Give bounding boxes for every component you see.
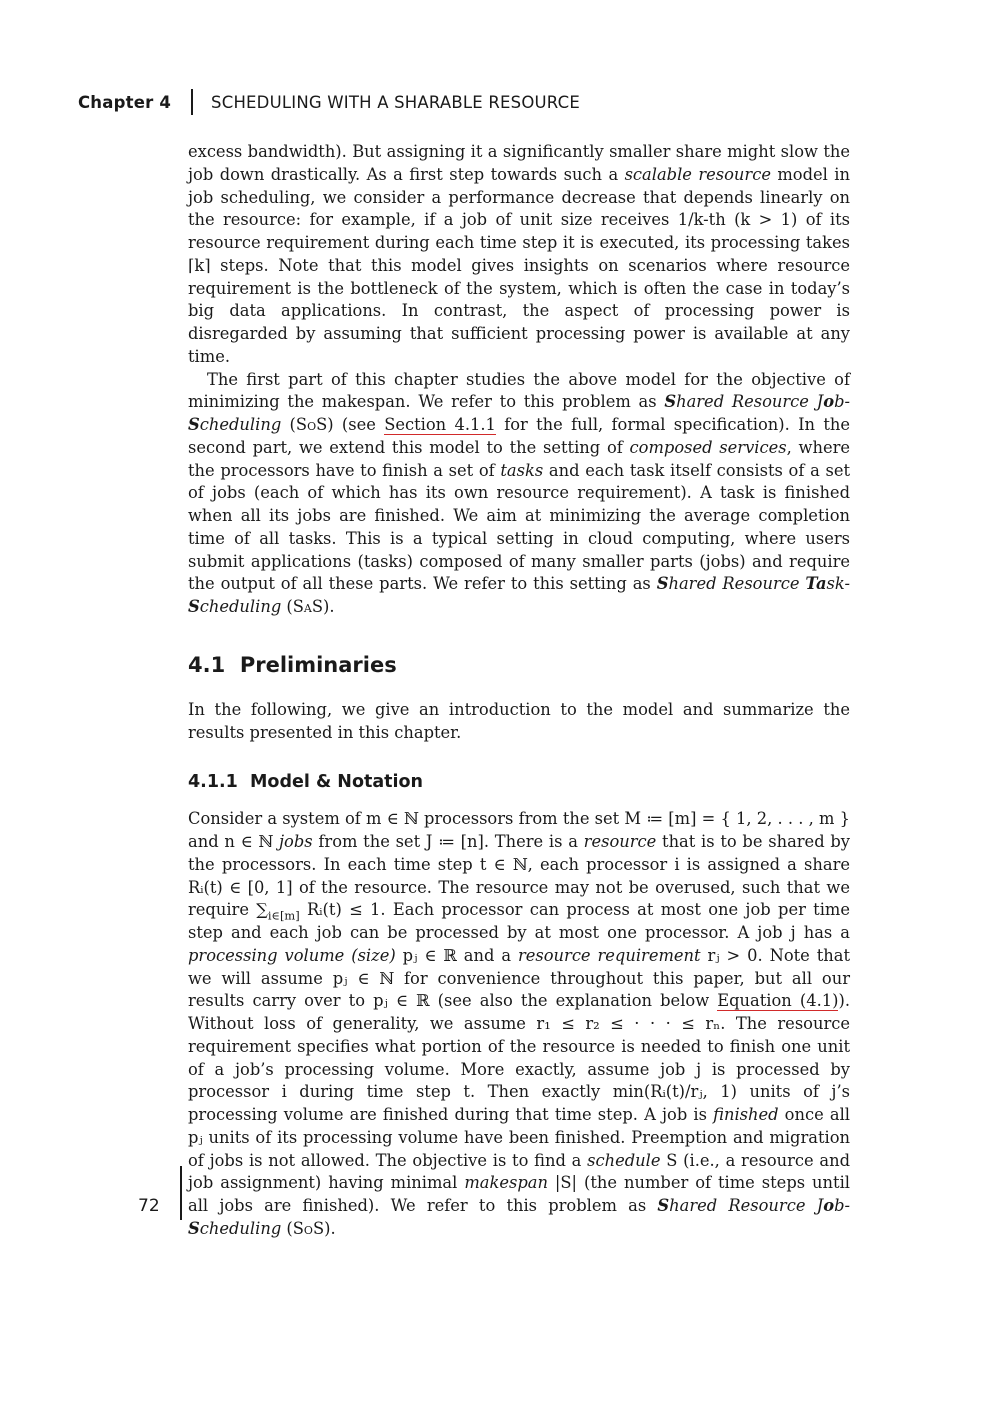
abbr-sos: SoS xyxy=(295,415,328,434)
subsection-heading: 4.1.1 Model & Notation xyxy=(188,772,423,793)
page-number: 72 xyxy=(138,1196,160,1216)
header-divider xyxy=(191,89,193,115)
section-heading: 4.1 Preliminaries xyxy=(188,652,397,677)
abbr-sas: SaS xyxy=(292,597,324,616)
page-body xyxy=(188,141,850,1241)
term-sos: Shared Resource Job-Scheduling xyxy=(188,392,850,434)
footer-divider xyxy=(180,1166,182,1220)
chapter-title: SCHEDULING WITH A SHARABLE RESOURCE xyxy=(211,92,580,112)
paragraph-3: In the following, we give an introduction to the model and summarize the results presented in this chapter. xyxy=(188,699,850,742)
section-4-1-1-link[interactable]: Section 4.1.1 xyxy=(384,415,496,434)
running-head xyxy=(78,88,580,116)
paragraph-2: The first part of this chapter studies the above model for the objective of minimizing the makespan. We refer to this problem as Shared Resource Job-Scheduling (SoS) (see Section 4.1.1 for the full, formal specification). In the second part, we extend this model to the setting of composed services, where the processors have to finish a set of tasks and each task itself consists of a set of jobs (each of which has its own resource requirement). A task is finished when all its jobs are finished. We aim at minimizing the average completion time of all tasks. This is a typical setting in cloud computing, where users submit applications (tasks) composed of many smaller parts (jobs) and require the output of all these parts. We refer to this setting as Shared Resource Task-Scheduling (SaS). xyxy=(188,369,850,616)
chapter-label: Chapter 4 xyxy=(78,92,172,112)
equation-4-1-link[interactable]: Equation (4.1) xyxy=(717,991,839,1011)
paragraph-4: Consider a system of m ∈ ℕ processors from the set M ≔ [m] = { 1, 2, . . . , m } and n ∈ ℕ jobs from the set J ≔ [n]. There is a resource that is to be shared by the processors. In each time step t ∈ ℕ, each processor i is assigned a share Rᵢ(t) ∈ [0, 1] of the resource. The resource may not be overused, such that we require $\sum_{i\in[m]}$ Rᵢ(t) ≤ 1. Each processor can process at most one job per time step and each job can be processed by at most one processor. A job j has a processing volume (size) pⱼ ∈ ℝ and a resource requirement rⱼ > 0. Note that we will assume pⱼ ∈ ℕ for convenience throughout this paper, but all our results carry over to pⱼ ∈ ℝ (see also the explanation below Equation (4.1)). Without loss of generality, we assume r₁ ≤ r₂ ≤ · · · ≤ rₙ. The resource requirement specifies what portion of the resource is needed to finish one unit of a job’s processing volume. More exactly, assume job j is processed by processor i during time step t. Then exactly min(Rᵢ(t)/rⱼ, 1) units of j’s processing volume are finished during that time step. A job is finished once all pⱼ units of its processing volume have been finished. Preemption and migration of jobs is not allowed. The objective is to find a schedule S (i.e., a resource and job assignment) having minimal makespan |S| (the number of time steps until all jobs are finished). We refer to this problem as Shared Resource Job-Scheduling (SoS). xyxy=(188,809,851,1238)
abbr-sos-2: SoS xyxy=(292,1218,325,1238)
term-sas: Shared Resource Task-Scheduling xyxy=(188,574,850,616)
paragraph-1: excess bandwidth). But assigning it a significantly smaller share might slow the job down drastically. As a first step towards such a scalable resource model in job scheduling, we consider a performance decrease that depends linearly on the resource: for example, if a job of unit size receives 1/k-th (k > 1) of its resource requirement during each time step it is executed, its processing takes ⌈k⌉ steps. Note that this model gives insights on scenarios where resource requirement is the bottleneck of the system, which is often the case in today’s big data applications. In contrast, the aspect of processing power is disregarded by assuming that sufficient processing power is available at any time. xyxy=(188,142,850,366)
term-sos-2: Shared Resource Job-Scheduling xyxy=(188,1196,850,1238)
